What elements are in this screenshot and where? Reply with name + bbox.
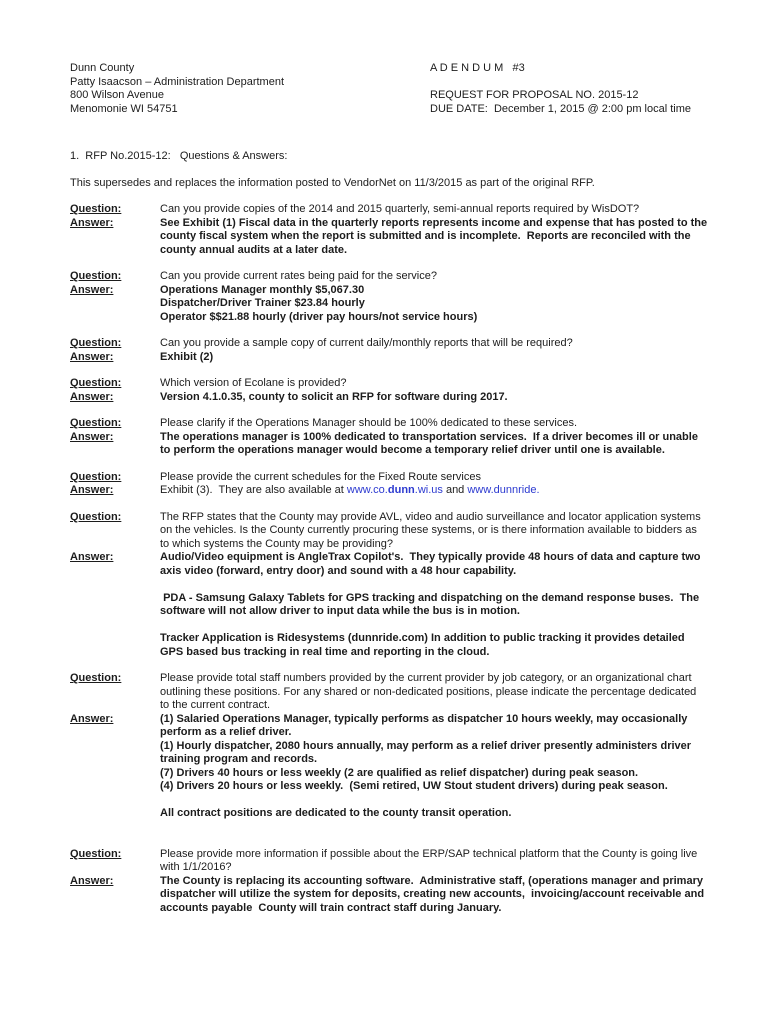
sender-contact: Patty Isaacson – Administration Department <box>70 75 284 88</box>
answer-label: Answer: <box>70 283 114 296</box>
answer-text <box>160 391 708 405</box>
answer-label: Answer: <box>70 551 114 563</box>
answer-row <box>70 391 708 405</box>
answer-text-segment: Dispatcher/Driver Trainer $23.84 hourly <box>160 297 365 309</box>
qa-block <box>70 672 708 821</box>
answer-label: Answer: <box>70 874 114 887</box>
answer-label: Answer: <box>70 216 114 229</box>
question-text: Can you provide a sample copy of current daily/monthly reports that will be required? <box>160 337 573 349</box>
question-row <box>70 270 708 284</box>
answer-paragraph <box>160 713 708 740</box>
external-link[interactable]: .wi.us <box>414 484 443 496</box>
question-row <box>70 471 708 485</box>
answer-row <box>70 284 708 325</box>
question-text: Please provide total staff numbers provided by the current provider by job category, or an organizational chart outlining these positions. For any shared or non-dedicated positions, please indicate the percentage dedicated to the current contract. <box>160 672 700 711</box>
answer-row <box>70 713 708 821</box>
external-link[interactable]: www.co. <box>346 484 388 496</box>
question-text: Can you provide current rates being paid for the service? <box>160 270 437 282</box>
answer-text-segment: Version 4.1.0.35, county to solicit an RFP for software during 2017. <box>160 390 508 403</box>
qa-block <box>70 203 711 257</box>
answer-text-segment: (4) Drivers 20 hours or less weekly. (Semi retired, UW Stout student drivers) during peak season. <box>160 780 668 792</box>
qa-block <box>70 270 708 324</box>
answer-text-segment: The County is replacing its accounting software. Administrative staff, (operations manager and primary dispatcher will utilize the system for deposits, creating new accounts, invoicing/account receivable and accounts payable County will train contract staff during January. <box>160 874 708 914</box>
answer-paragraph <box>160 875 708 916</box>
answer-label: Answer: <box>70 430 114 443</box>
section-heading: 1. RFP No.2015-12: Questions & Answers: <box>70 150 288 162</box>
answer-label: Answer: <box>70 712 114 725</box>
sender-address-block <box>70 62 430 116</box>
answer-label: Answer: <box>70 390 114 403</box>
sender-name: Dunn County <box>70 62 135 74</box>
question-row <box>70 511 708 552</box>
external-link[interactable]: www.dunnride. <box>467 484 540 496</box>
question-text: Can you provide copies of the 2014 and 2015 quarterly, semi-annual reports required by WisDOT? <box>160 203 640 215</box>
answer-text <box>160 284 708 325</box>
answer-row <box>70 484 708 498</box>
question-label: Question: <box>70 270 122 282</box>
question-row <box>70 377 708 391</box>
question-label: Question: <box>70 510 122 523</box>
question-label: Question: <box>70 470 122 483</box>
question-label: Question: <box>70 417 122 429</box>
question-row <box>70 417 708 431</box>
question-label: Question: <box>70 203 122 215</box>
answer-row <box>70 875 708 916</box>
answer-text-segment: PDA - Samsung Galaxy Tablets for GPS tracking and dispatching on the demand response buses. The software will not allow driver to input data while the bus is in motion. <box>160 591 703 617</box>
answer-text <box>160 551 708 659</box>
qa-block <box>70 337 708 364</box>
answer-text-segment: Exhibit (2) <box>160 350 214 363</box>
answer-paragraph <box>160 391 708 405</box>
external-link[interactable]: dunn <box>387 484 415 496</box>
qa-block <box>70 377 708 404</box>
qa-block <box>70 471 708 498</box>
answer-row <box>70 431 708 458</box>
question-label: Question: <box>70 337 122 349</box>
question-row <box>70 672 708 713</box>
answer-paragraph <box>160 351 708 365</box>
question-label: Question: <box>70 847 122 860</box>
answer-text-segment: and <box>442 484 468 496</box>
answer-text-segment: (1) Hourly dispatcher, 2080 hours annually, may perform as a relief driver presently administers driver training program and records. <box>160 739 695 765</box>
addendum-title: A D E N D U M #3 <box>430 62 525 74</box>
question-text: Please provide the current schedules for the Fixed Route services <box>160 470 481 483</box>
answer-paragraph <box>160 632 708 659</box>
question-text: Which version of Ecolane is provided? <box>160 377 347 389</box>
answer-text <box>160 484 708 498</box>
answer-text <box>160 351 708 365</box>
sender-street: 800 Wilson Avenue <box>70 89 164 101</box>
qa-block <box>70 848 708 916</box>
answer-paragraph <box>160 807 708 821</box>
intro-text: This supersedes and replaces the information posted to VendorNet on 11/3/2015 as part of the original RFP. <box>70 176 595 189</box>
answer-paragraph <box>160 592 708 619</box>
answer-paragraph <box>160 780 708 794</box>
answer-row <box>70 216 711 258</box>
answer-row <box>70 351 708 365</box>
document-header <box>70 62 708 116</box>
answer-text <box>160 875 708 916</box>
due-date-line: DUE DATE: December 1, 2015 @ 2:00 pm local time <box>430 102 692 115</box>
qa-block <box>70 417 708 458</box>
answer-text-segment: Audio/Video equipment is AngleTrax Copilot's. They typically provide 48 hours of data and capture two axis video (forward, entry door) and sound with a 48 hour capability. <box>160 551 704 577</box>
answer-text-segment: Operations Manager monthly $5,067.30 <box>160 283 365 296</box>
answer-paragraph <box>160 767 708 781</box>
answer-text-segment: (7) Drivers 40 hours or less weekly (2 are qualified as relief dispatcher) during peak season. <box>160 766 639 779</box>
answer-text-segment: See Exhibit (1) Fiscal data in the quarterly reports represents income and expense that has posted to the county fiscal system when the report is submitted and is incomplete. Reports are reconciled with the county annual audits at a later date. <box>160 216 711 256</box>
qa-list <box>70 203 711 915</box>
answer-paragraph <box>160 284 708 298</box>
answer-label: Answer: <box>70 484 114 496</box>
header-spacer-line <box>430 76 708 90</box>
rfp-number-line: REQUEST FOR PROPOSAL NO. 2015-12 <box>430 89 639 101</box>
question-row <box>70 203 708 217</box>
question-row <box>70 848 708 875</box>
answer-text-segment: The operations manager is 100% dedicated to transportation services. If a driver becomes ill or unable to perform the operations manager would become a temporary relief driver until one is available. <box>160 430 702 456</box>
answer-paragraph <box>160 551 708 578</box>
answer-text <box>160 431 708 458</box>
answer-text <box>160 713 708 821</box>
answer-paragraph <box>160 216 711 258</box>
answer-text <box>160 216 711 258</box>
question-label: Question: <box>70 672 122 684</box>
question-row <box>70 337 708 351</box>
answer-paragraph <box>160 297 708 311</box>
answer-row <box>70 551 708 659</box>
answer-text-segment: (1) Salaried Operations Manager, typically performs as dispatcher 10 hours weekly, may occasionally perform as a relief driver. <box>160 712 691 738</box>
answer-paragraph <box>160 484 708 498</box>
answer-text-segment: Tracker Application is Ridesystems (dunnride.com) In addition to public tracking it provides detailed GPS based bus tracking in real time and reporting in the cloud. <box>160 632 688 658</box>
question-text: Please clarify if the Operations Manager should be 100% dedicated to these services. <box>160 417 578 429</box>
answer-label: Answer: <box>70 350 114 363</box>
addendum-title-block <box>430 62 708 116</box>
sender-city: Menomonie WI 54751 <box>70 102 178 115</box>
answer-text-segment: Exhibit (3). They are also available at <box>160 484 347 496</box>
answer-paragraph <box>160 311 708 325</box>
qa-block <box>70 511 708 660</box>
question-text: The RFP states that the County may provide AVL, video and audio surveillance and locator application systems on the vehicles. Is the County currently procuring these systems, or is there information available to bidders as to which systems the County may be providing? <box>160 510 704 550</box>
question-label: Question: <box>70 377 122 389</box>
answer-text-segment: All contract positions are dedicated to the county transit operation. <box>160 807 512 819</box>
answer-paragraph <box>160 740 708 767</box>
question-text: Please provide more information if possible about the ERP/SAP technical platform that the County is going live with 1/1/2016? <box>160 847 701 873</box>
answer-text-segment: Operator $$21.88 hourly (driver pay hours/not service hours) <box>160 310 478 323</box>
answer-paragraph <box>160 431 708 458</box>
